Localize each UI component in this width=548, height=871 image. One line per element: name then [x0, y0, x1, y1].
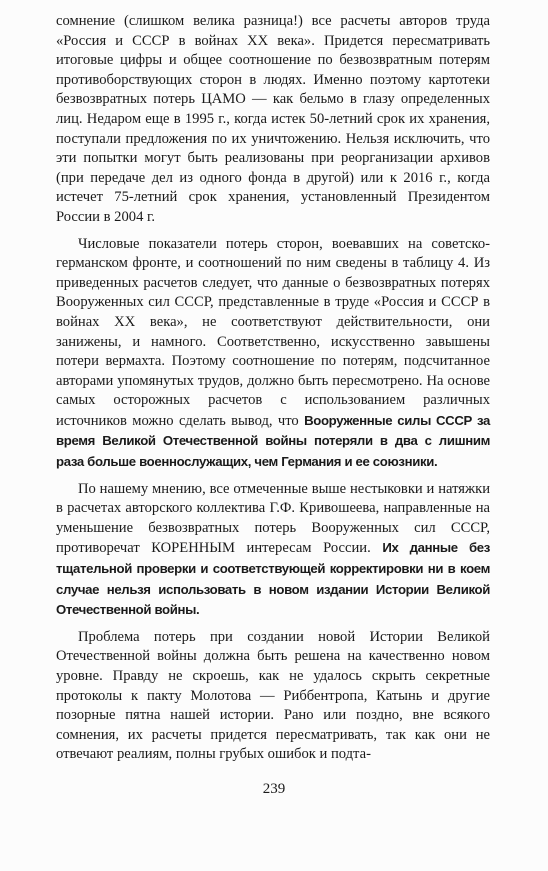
paragraph-3-bold-conclusion: Их данные без тщательной проверки и соответствующей корректировки ни в коем случае нельзя использовать в новом издании Истории Великой Отечественной войны.: [56, 540, 490, 618]
paragraph-1-text: сомнение (слишком велика разница!) все расчеты авторов труда «Россия и СССР в войнах XX века». Придется пересматривать итоговые цифры и общее соотношение по безвозвратным потерям противоборствующих сторон в людях. Именно поэтому картотеки безвозвратных потерь ЦАМО — как бельмо в глазу определенных лиц. Недаром еще в 1995 г., когда истек 50-летний срок их хранения, поступали предложения по их уничтожению. Нельзя исключить, что эти попытки могут быть реализованы при реорганизации архивов (при передаче дел из одного фонда в другой) или к 2016 г., когда истечет 75-летний срок хранения, установленный Президентом России в 2004 г.: [56, 13, 490, 225]
paragraph-2-bold-conclusion: Вооруженные силы СССР за время Великой Отечественной войны потеряли в два с лишним раза больше военнослужащих, чем Германия и ее союзники.: [56, 412, 490, 470]
paragraph-2-text: Числовые показатели потерь сторон, воевавших на советско-германском фронте, и соотношений по ним сведены в таблицу 4. Из приведенных расчетов следует, что данные о безвозвратных потерях Вооруженных сил СССР, представленные в труде «Россия и СССР в войнах XX века», не соответствуют действительности, они занижены, и намного. Соответственно, искусственно завышены потери вермахта. Поэтому соотношение по потерям, подсчитанное авторами упомянутых трудов, должно быть пересмотрено. На основе самых осторожных расчетов с использованием различных источников можно сделать вывод, что: [56, 235, 490, 429]
paragraph-2: [56, 235, 490, 473]
paragraph-3: [56, 480, 490, 621]
page-number: 239: [262, 781, 286, 797]
paragraph-4-text: Проблема потерь при создании новой Истории Великой Отечественной войны должна быть решена на качественно новом уровне. Правду не скроешь, как не удалось скрыть секретные протоколы к пакту Молотова — Риббентропа, Катынь и другие позорные пятна нашей истории. Рано или поздно, вне всякого сомнения, их расчеты придется пересматривать, так как они не отвечают реалиям, полны грубых ошибок и подта-: [56, 628, 490, 763]
paragraph-1: [56, 12, 490, 228]
paragraph-3-text: По нашему мнению, все отмеченные выше нестыковки и натяжки в расчетах авторского коллектива Г.Ф. Кривошеева, направленные на уменьшение безвозвратных потерь Вооруженных сил СССР, противоречат КОРЕННЫМ интересам России.: [56, 480, 490, 557]
body-text: [56, 12, 490, 765]
paragraph-4: [56, 628, 490, 765]
